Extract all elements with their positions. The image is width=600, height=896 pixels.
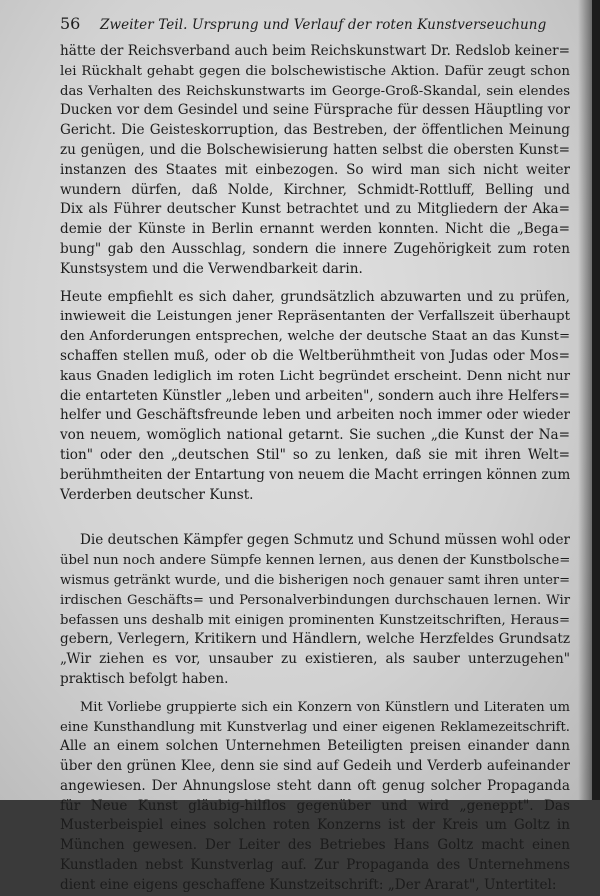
paragraph-2: [60, 288, 570, 506]
text-line: Ducken vor dem Gesindel und seine Fürsprache für dessen Häuptling vor: [60, 102, 570, 119]
text-line: kaus Gnaden lediglich im roten Licht begründet erscheint. Denn nicht nur: [60, 368, 570, 384]
text-line: schaffen stellen muß, oder ob die Weltberühmtheit von Judas oder Mos=: [60, 347, 570, 364]
text-line: München gewesen. Der Leiter des Betriebes Hans Goltz macht einen: [60, 837, 570, 854]
section-gap: [60, 505, 570, 531]
text-line: instanzen des Staates mit einbezogen. So wird man sich nicht weiter: [60, 161, 570, 178]
text-line: Kunstladen nebst Kunstverlag auf. Zur Propaganda des Unternehmens: [60, 857, 570, 874]
text-line: tion" oder den „deutschen Stil" so zu lenken, daß sie mit ihren Welt=: [60, 446, 570, 463]
text-line: eine Kunsthandlung mit Kunstverlag und einer eigenen Reklamezeitschrift.: [60, 719, 570, 735]
text-line: wundern dürfen, daß Nolde, Kirchner, Schmidt-Rottluff, Belling und: [60, 181, 570, 198]
text-line: über den grünen Klee, denn sie sind auf Gedeih und Verderb aufeinander: [60, 758, 570, 775]
text-line: helfer und Geschäftsfreunde leben und arbeiten noch immer oder wieder: [60, 407, 570, 424]
text-line: lei Rückhalt gehabt gegen die bolschewistische Aktion. Dafür zeugt schon: [60, 63, 570, 79]
paragraph-4: [60, 698, 570, 896]
text-line: hätte der Reichsverband auch beim Reichskunstwart Dr. Redslob keiner=: [60, 43, 570, 59]
paragraph-3: [60, 531, 570, 689]
paragraph-gap: [60, 690, 570, 698]
text-line: Gericht. Die Geisteskorruption, das Bestreben, der öffentlichen Meinung: [60, 122, 570, 139]
text-line: übel nun noch andere Sümpfe kennen lernen, aus denen der Kunstbolsche=: [60, 553, 571, 569]
text-line: gebern, Verlegern, Kritikern und Händlern, welche Herzfeldes Grundsatz: [60, 631, 570, 648]
page-header: [60, 14, 565, 38]
text-line: von neuem, womöglich national getarnt. Sie suchen „die Kunst der Na=: [60, 427, 570, 444]
page-edge: [592, 0, 600, 800]
paragraph-gap: [60, 280, 570, 288]
text-line: praktisch befolgt haben.: [60, 670, 229, 687]
text-line: bung" gab den Ausschlag, sondern die innere Zugehörigkeit zum roten: [60, 240, 570, 257]
text-line: „Wir ziehen es vor, unsauber zu existieren, als sauber unterzugehen": [60, 651, 570, 668]
text-line: zu genügen, und die Bolschewisierung hatten selbst die obersten Kunst=: [60, 141, 570, 158]
text-line: das Verhalten des Reichskunstwarts im George-Groß-Skandal, sein elendes: [60, 83, 570, 99]
text-line: wismus getränkt wurde, und die bisherigen noch genauer samt ihren unter=: [60, 572, 570, 588]
text-line: dient eine eigens geschaffene Kunstzeitschrift: „Der Ararat", Untertitel:: [60, 876, 557, 893]
text-line: Verderben deutscher Kunst.: [60, 486, 254, 503]
text-line: inwieweit die Leistungen jener Repräsentanten der Verfallszeit überhaupt: [60, 309, 570, 325]
text-line: Musterbeispiel eines solchen roten Konzerns ist der Kreis um Goltz in: [60, 817, 570, 834]
text-line: die entarteten Künstler „leben und arbeiten", sondern auch ihre Helfers=: [60, 387, 570, 404]
running-head: Zweiter Teil. Ursprung und Verlauf der roten Kunstverseuchung: [100, 17, 547, 33]
page-number: 56: [60, 14, 81, 33]
text-line: berühmtheiten der Entartung von neuem die Macht erringen können zum: [60, 466, 571, 483]
text-line: Die deutschen Kämpfer gegen Schmutz und Schund müssen wohl oder: [80, 532, 570, 549]
text-line: demie der Künste in Berlin ernannt werden konnten. Nicht die „Bega=: [60, 221, 570, 238]
text-line: Kunstsystem und die Verwendbarkeit darin.: [60, 260, 363, 277]
text-line: angewiesen. Der Ahnungslose steht dann oft genug solcher Propaganda: [60, 777, 570, 794]
text-line: Alle an einem solchen Unternehmen Beteiligten preisen einander dann: [60, 738, 570, 755]
text-line: Dix als Führer deutscher Kunst betrachtet und zu Mitgliedern der Aka=: [60, 201, 570, 218]
text-line: für Neue Kunst gläubig-hilflos gegenüber und wird „geneppt". Das: [60, 797, 570, 814]
text-line: befassen uns deshalb mit einigen prominenten Kunstzeitschriften, Heraus=: [60, 612, 570, 628]
text-line: Mit Vorliebe gruppierte sich ein Konzern von Künstlern und Literaten um: [80, 699, 570, 715]
text-line: Heute empfiehlt es sich daher, grundsätzlich abzuwarten und zu prüfen,: [60, 288, 570, 305]
paragraph-1: [60, 42, 570, 280]
body-text: [60, 42, 570, 896]
text-line: irdischen Geschäfts= und Personalverbindungen durchschauen lernen. Wir: [60, 592, 570, 608]
text-line: den Anforderungen entsprechen, welche der deutsche Staat an das Kunst=: [60, 329, 570, 345]
